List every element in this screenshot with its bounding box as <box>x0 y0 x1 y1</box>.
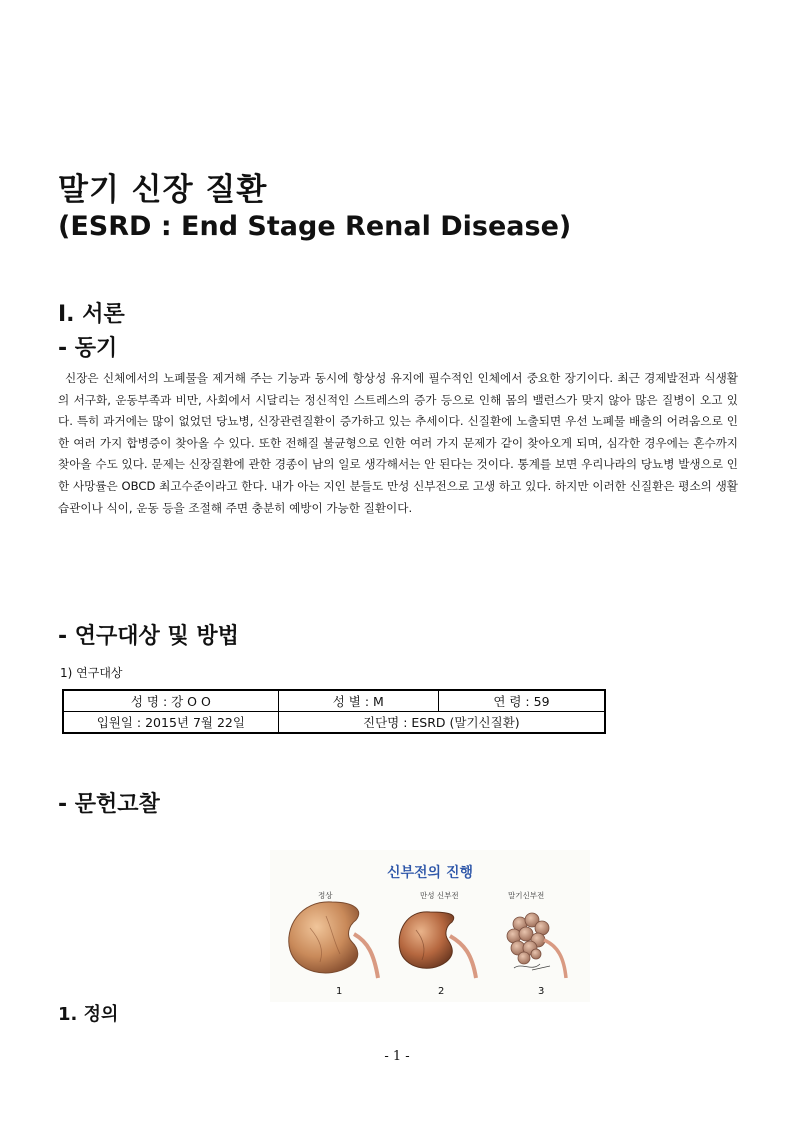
table-row <box>63 690 605 712</box>
kidney-chronic-icon <box>399 912 476 978</box>
document-title-korean: 말기 신장 질환 <box>58 172 268 208</box>
diagnosis-cell: 진단명 : ESRD (말기신질환) <box>278 712 605 734</box>
section-heading-introduction: I. 서론 <box>58 302 125 327</box>
subheading-motivation: - 동기 <box>58 336 118 361</box>
signature-icon <box>514 964 550 970</box>
subheading-literature: - 문헌고찰 <box>58 792 160 817</box>
patient-age-cell: 연 령 : 59 <box>438 690 605 712</box>
figure-number-1: 1 <box>336 986 343 997</box>
figure-number-2: 2 <box>438 986 445 997</box>
patient-name-cell: 성 명 : 강 O O <box>63 690 278 712</box>
document-title-english: (ESRD : End Stage Renal Disease) <box>58 211 572 242</box>
kidney-progression-figure <box>270 850 590 1002</box>
figure-label-normal: 정상 <box>318 891 333 900</box>
patient-sex-cell: 성 별 : M <box>278 690 438 712</box>
definition-heading: 1. 정의 <box>58 1004 119 1025</box>
subheading-methods: - 연구대상 및 방법 <box>58 624 239 649</box>
motivation-paragraph: 신장은 신체에서의 노폐물을 제거해 주는 기능과 동시에 항상성 유지에 필수적인 인체에서 중요한 장기이다. 최근 경제발전과 식생활의 서구화, 운동부족과 비만, 사회에서 시달리는 정신적인 스트레스의 증가 등으로 인해 몸의 밸런스가 맞지 않아 많은 질병이 오고 있다. 특히 과거에는 많이 없었던 당뇨병, 신장관련질환이 증가하고 있는 추세이다. 신질환에 노출되면 우선 노폐물 배출의 어려움으로 인한 여러 가지 합병증이 찾아올 수 있다. 또한 전해질 불균형으로 인한 여러 가지 문제가 같이 찾아오게 되며, 심각한 경우에는 혼수까지 찾아올 수도 있다. 문제는 신장질환에 관한 경종이 남의 일로 생각해서는 안 된다는 것이다. 통계를 보면 우리나라의 당뇨병 발생으로 인한 사망률은 OBCD 최고수준이라고 한다. 내가 아는 지인 분들도 만성 신부전으로 고생 하고 있다. 하지만 이러한 신질환은 평소의 생활습관이나 식이, 운동 등을 조절해 주면 충분히 예방이 가능한 질환이다. <box>58 371 738 515</box>
table-row <box>63 712 605 734</box>
patient-info-table <box>62 689 606 734</box>
figure-label-end-stage: 말기신부전 <box>508 891 545 900</box>
subject-label: 1) 연구대상 <box>60 666 123 680</box>
figure-label-chronic: 만성 신부전 <box>420 891 459 900</box>
figure-number-3: 3 <box>538 986 545 997</box>
kidney-end-stage-icon <box>507 913 549 964</box>
kidney-illustration <box>270 850 590 980</box>
ureter-icon <box>544 940 566 978</box>
page-number: - 1 - <box>384 1049 410 1064</box>
kidney-normal-icon <box>289 902 378 978</box>
figure-title: 신부전의 진행 <box>386 865 474 881</box>
admission-date-cell: 입원일 : 2015년 7월 22일 <box>63 712 278 734</box>
